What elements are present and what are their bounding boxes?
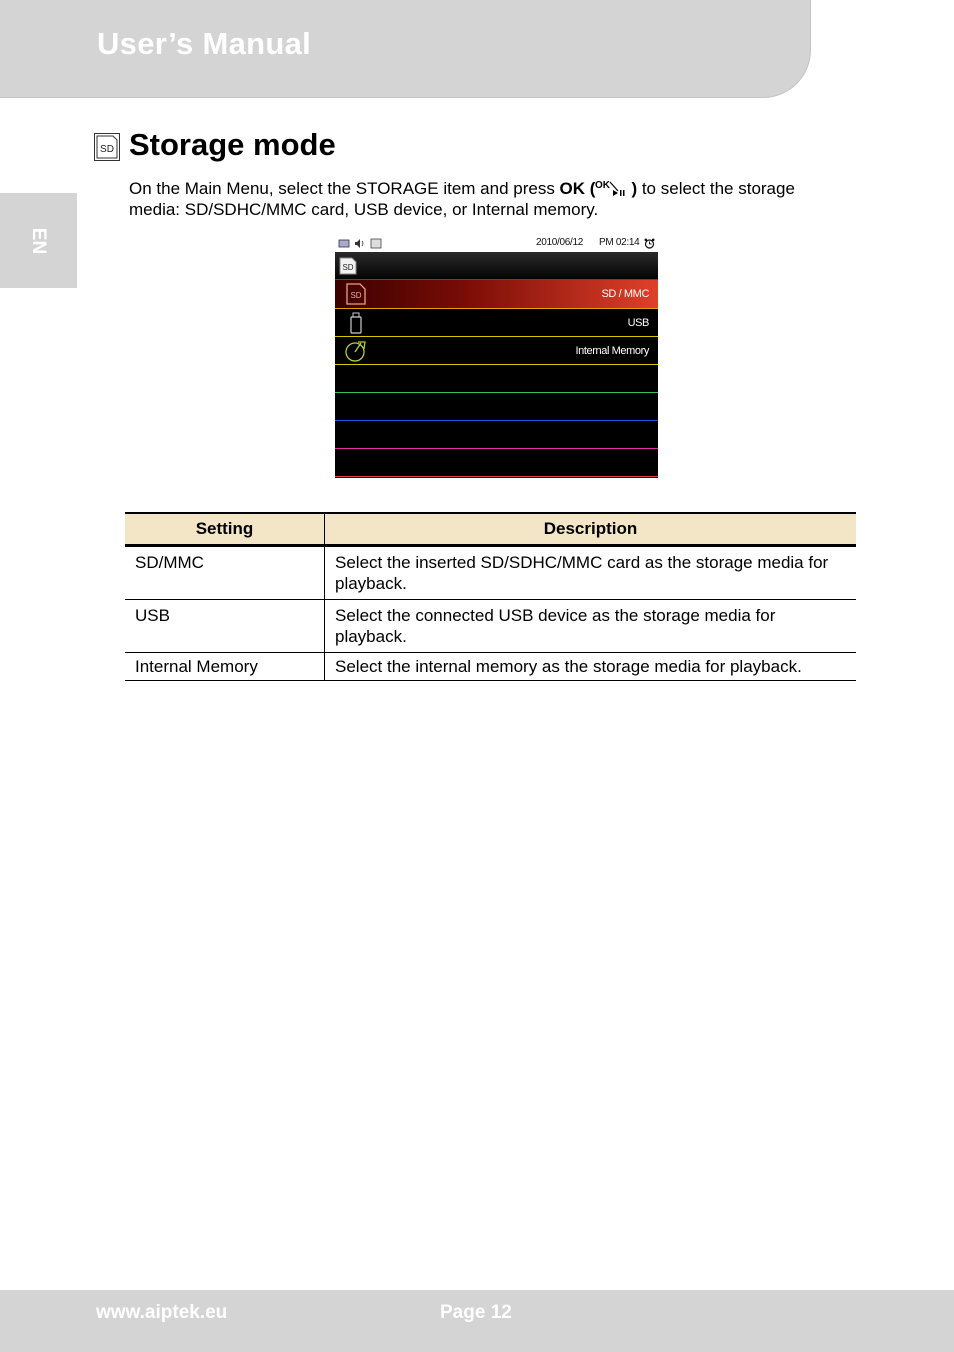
setting-cell: SD/MMC <box>125 546 325 600</box>
menu-divider <box>335 448 658 449</box>
setting-cell: USB <box>125 600 325 653</box>
column-header-setting: Setting <box>125 513 325 546</box>
internal-memory-icon <box>345 340 367 362</box>
header-band <box>0 0 811 98</box>
intro-paragraph <box>129 178 849 220</box>
language-tab <box>0 193 77 288</box>
column-header-description: Description <box>325 513 857 546</box>
svg-text:SD: SD <box>350 291 362 300</box>
table-header-row <box>125 513 856 546</box>
menu-item-label: USB <box>627 317 649 329</box>
description-cell: Select the inserted SD/SDHC/MMC card as the storage media for playback. <box>325 546 857 600</box>
page-number: Page 12 <box>440 1302 512 1323</box>
section-title: Storage mode <box>129 127 336 162</box>
menu-item-label: Internal Memory <box>575 345 649 357</box>
alarm-clock-icon <box>644 238 655 249</box>
manual-title: User’s Manual <box>97 26 312 61</box>
device-header <box>335 252 658 279</box>
device-status-bar <box>335 235 658 252</box>
description-cell: Select the internal memory as the storage media for playback. <box>325 653 857 681</box>
sd-card-icon <box>339 257 357 275</box>
menu-item-usb[interactable] <box>335 309 658 337</box>
setting-cell: Internal Memory <box>125 653 325 681</box>
table-row <box>125 653 856 681</box>
menu-divider <box>335 420 658 421</box>
svg-text:SD: SD <box>342 263 354 272</box>
status-time: PM 02:14 <box>599 237 640 248</box>
table-row <box>125 546 856 600</box>
usb-stick-icon <box>345 312 367 334</box>
intro-text-end: to select the storage media: SD/SDHC/MMC card, USB device, or Internal memory. <box>129 179 795 219</box>
table-row <box>125 600 856 653</box>
language-label: EN <box>28 227 49 255</box>
footer-band <box>0 1290 954 1352</box>
device-screen <box>335 235 658 478</box>
status-date: 2010/06/12 <box>536 237 584 248</box>
svg-text:SD: SD <box>100 144 114 155</box>
menu-divider <box>335 364 658 365</box>
footer-url: www.aiptek.eu <box>96 1302 228 1323</box>
status-icons <box>338 238 384 249</box>
menu-item-sd-mmc[interactable] <box>335 280 658 308</box>
intro-text-start: On the Main Menu, select the STORAGE item and press <box>129 179 560 198</box>
ok-close: ) <box>631 179 638 198</box>
sd-card-icon <box>345 283 367 305</box>
sd-card-icon <box>94 133 120 161</box>
menu-item-internal-memory[interactable] <box>335 337 658 365</box>
settings-table <box>125 512 856 681</box>
ok-label: OK ( <box>559 179 596 198</box>
svg-text:OK: OK <box>595 180 611 191</box>
menu-divider <box>335 392 658 393</box>
description-cell: Select the connected USB device as the storage media for playback. <box>325 600 857 653</box>
menu-divider <box>335 476 658 477</box>
ok-play-pause-icon <box>595 179 631 197</box>
menu-item-label: SD / MMC <box>601 288 649 300</box>
